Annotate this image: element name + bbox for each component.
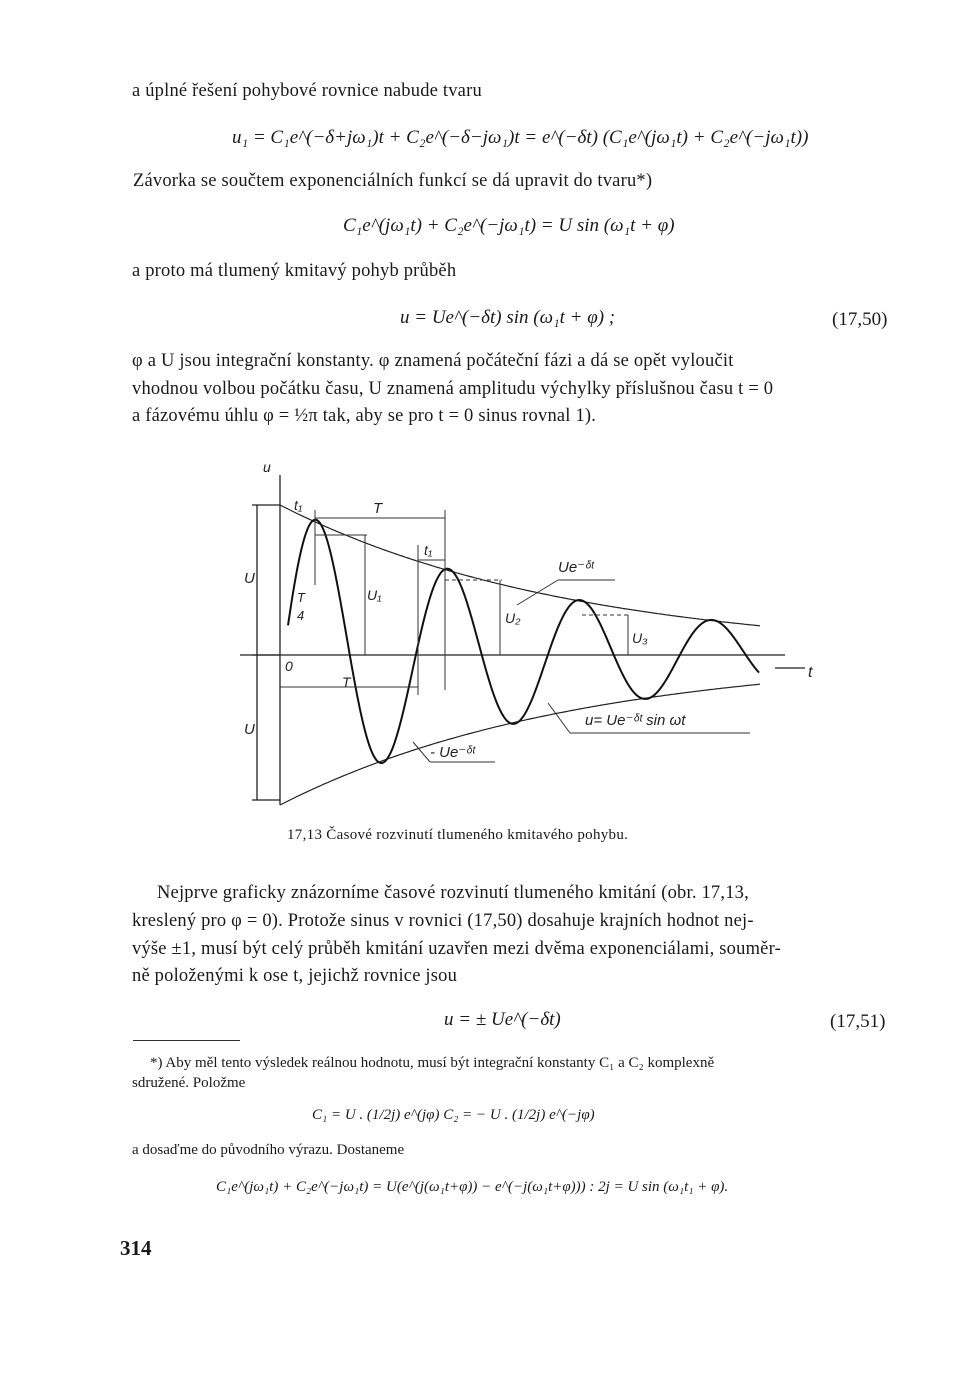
paragraph-constants-line3: a fázovému úhlu φ = ½π tak, aby se pro t = 0 sinus rovnal 1). <box>132 406 597 426</box>
equation-number-17-51: (17,51) <box>830 1011 886 1032</box>
U-top-label: U <box>244 570 255 587</box>
paragraph-constants-line1: φ a U jsou integrační konstanty. φ znamená počáteční fázi a dá se opět vyloučit <box>132 351 734 371</box>
paragraph-bracket: Závorka se součtem exponenciálních funkcí se dá upravit do tvaru*) <box>133 171 653 191</box>
paragraph-intro: a úplné řešení pohybové rovnice nabude tvaru <box>132 81 482 101</box>
U2-label: U₂ <box>505 610 521 626</box>
equation-number-17-50: (17,50) <box>832 309 888 330</box>
envelope-bottom-label: - Ue⁻ᵟᵗ <box>430 744 475 761</box>
env-bottom-leader <box>413 742 430 762</box>
equation-sum: C₁e^(jω₁t) + C₂e^(−jω₁t) = U sin (ω₁t + φ) <box>343 215 675 236</box>
T4-denominator: 4 <box>297 608 305 623</box>
damped-oscillation-figure <box>230 455 830 815</box>
t1-label-first: t₁ <box>294 497 303 513</box>
equation-17-51: u = ± Ue^(−δt) <box>444 1009 561 1030</box>
paragraph-graph-line3: výše ±1, musí být celý průběh kmitání uzavřen mezi dvěma exponenciálami, souměr- <box>132 939 781 959</box>
equation-17-50: u = Ue^(−δt) sin (ω₁t + φ) ; <box>400 307 616 328</box>
paragraph-graph-line4: ně položenými k ose t, jejichž rovnice jsou <box>132 966 458 986</box>
T4-numerator: T <box>297 590 305 605</box>
curve-leader <box>548 703 570 733</box>
paragraph-course: a proto má tlumený kmitavý pohyb průběh <box>132 261 457 281</box>
T-label-bottom: T <box>342 674 351 690</box>
footnote-line3: a dosaďme do původního výrazu. Dostaneme <box>132 1142 405 1158</box>
paragraph-constants-line2: vhodnou volbou počátku času, U znamená amplitudu výchylky příslušnou času t = 0 <box>132 379 774 399</box>
envelope-top-label: Ue⁻ᵟᵗ <box>558 559 594 576</box>
envelope-upper-curve <box>280 505 760 626</box>
env-top-leader <box>517 580 558 605</box>
t1-label-second: t₁ <box>424 542 433 558</box>
equation-u1: u₁ = C₁e^(−δ+jω₁)t + C₂e^(−δ−jω₁)t = e^(−δt) (C₁e^(jω₁t) + C₂e^(−jω₁t)) <box>232 127 809 148</box>
footnote-rule <box>133 1040 240 1041</box>
U-bottom-label: U <box>244 721 255 738</box>
footnote-line1: *) Aby měl tento výsledek reálnou hodnotu, musí být integrační konstanty C₁ a C₂ komplexně <box>150 1055 715 1071</box>
footnote-equation-result: C₁e^(jω₁t) + C₂e^(−jω₁t) = U(e^(j(ω₁t+φ)) − e^(−j(ω₁t+φ))) : 2j = U sin (ω₁t₁ + φ). <box>216 1179 729 1195</box>
footnote-equation-constants: C₁ = U . (1/2j) e^(jφ) C₂ = − U . (1/2j) e^(−jφ) <box>312 1107 595 1123</box>
paragraph-graph-line1: Nejprve graficky znázorníme časové rozvinutí tlumeného kmitání (obr. 17,13, <box>157 883 749 903</box>
origin-label: 0 <box>285 658 293 674</box>
paragraph-graph-line2: kreslený pro φ = 0). Protože sinus v rovnici (17,50) dosahuje krajních hodnot nej- <box>132 911 754 931</box>
U1-label: U₁ <box>367 587 382 603</box>
figure-caption: 17,13 Časové rozvinutí tlumeného kmitavého pohybu. <box>287 827 629 843</box>
curve-equation-label: u= Ue⁻ᵟᵗ sin ωt <box>585 712 686 729</box>
footnote-line2: sdružené. Položme <box>132 1075 246 1091</box>
U3-label: U₃ <box>632 630 648 646</box>
t-axis-label: t <box>808 664 813 681</box>
T-label-top: T <box>373 500 383 517</box>
envelope-lower-curve <box>280 684 760 805</box>
u-axis-label: u <box>263 459 271 475</box>
page-number: 314 <box>120 1236 152 1260</box>
damped-sine-curve <box>288 520 759 763</box>
